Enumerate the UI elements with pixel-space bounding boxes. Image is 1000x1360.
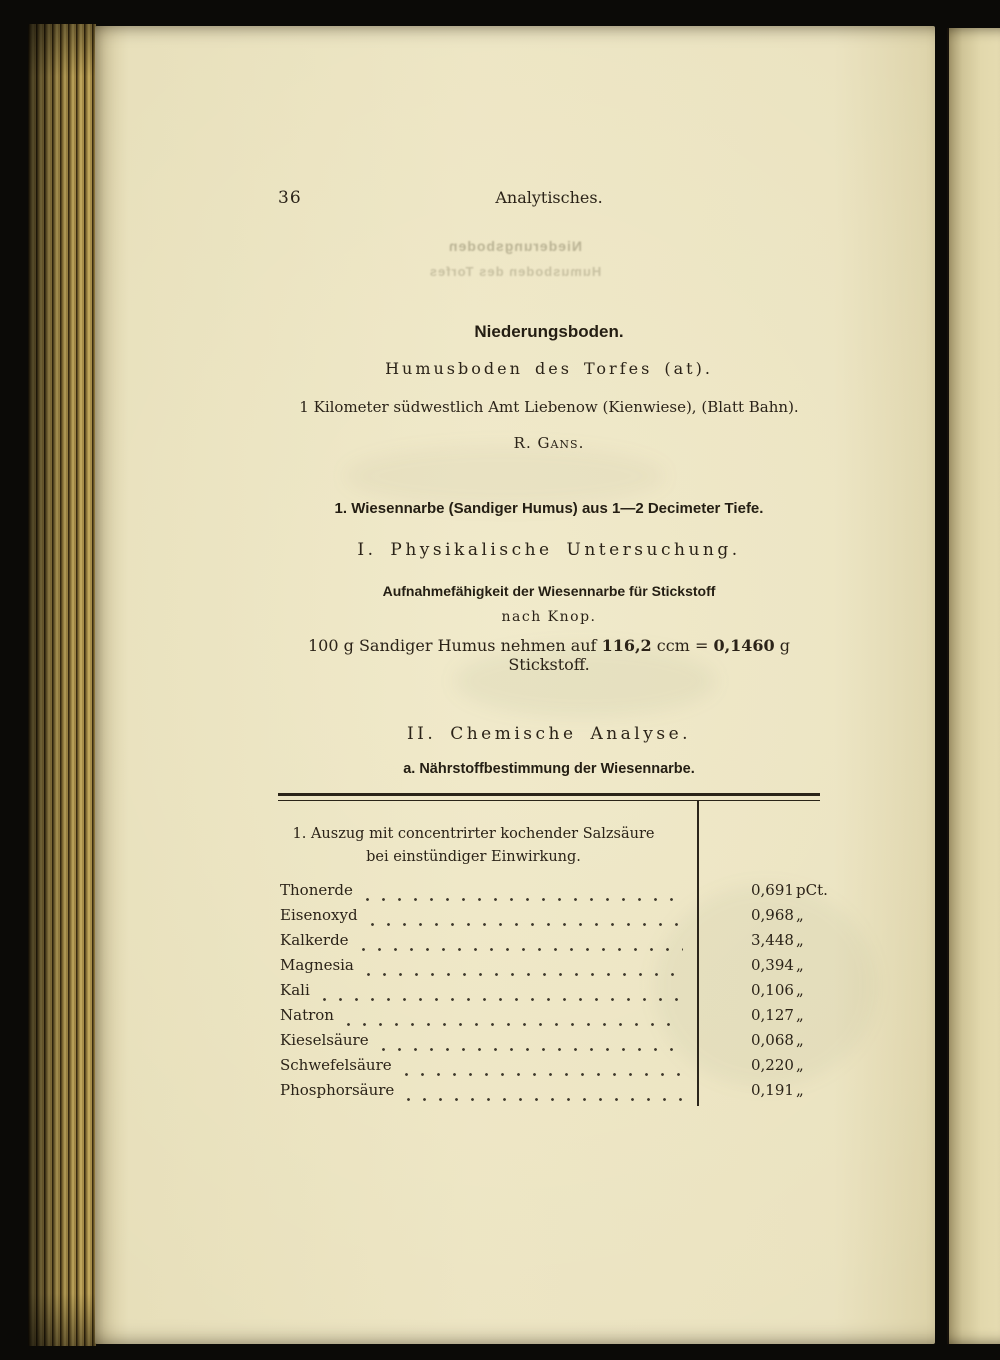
result-value-nitrogen: 0,1460 (713, 636, 775, 655)
bleed-through-text: Humusboden des Torfes (428, 264, 602, 279)
capacity-heading: Aufnahmefähigkeit der Wiesennarbe für Stickstoff (382, 583, 716, 599)
substance-value: 0,127 (751, 1006, 794, 1025)
page-content (278, 26, 828, 1344)
dot-leader (365, 897, 683, 902)
dot-leader (322, 997, 683, 1002)
table-row (278, 956, 699, 981)
table-row (278, 1006, 699, 1031)
substance-unit: „ (796, 956, 804, 975)
analysis-table (278, 793, 828, 1106)
table-caption-line1: 1. Auszug mit concentrirter kochender Salzsäure (292, 826, 655, 842)
dot-leader (381, 1047, 683, 1052)
table-row-value (699, 1056, 820, 1081)
substance-unit: „ (796, 981, 804, 1000)
table-row-value (699, 1081, 820, 1106)
table-row-value (699, 881, 828, 906)
substance-unit: „ (796, 931, 804, 950)
section-heading-physical: I. Physikalische Untersuchung. (357, 540, 741, 560)
table-row-value (699, 906, 820, 931)
table-caption-line2: bei einstündiger Einwirkung. (366, 849, 581, 866)
dot-leader (366, 972, 683, 977)
result-prefix: 100 g Sandiger Humus nehmen auf (308, 636, 602, 655)
table-row (278, 1056, 699, 1081)
table-grid (278, 801, 828, 1106)
substance-unit: „ (796, 1031, 804, 1050)
next-page-edge (947, 28, 1000, 1344)
table-row (278, 881, 699, 906)
substance-unit: pCt. (796, 881, 828, 900)
page-number: 36 (278, 188, 302, 208)
dot-leader (406, 1097, 683, 1102)
table-row (278, 981, 699, 1006)
table-caption (278, 801, 699, 881)
substance-name: Phosphorsäure (280, 1081, 395, 1100)
substance-name: Natron (280, 1006, 334, 1025)
substance-name: Kali (280, 981, 310, 1000)
table-row (278, 1031, 699, 1056)
substance-value: 0,968 (751, 906, 794, 925)
sample-heading: 1. Wiesennarbe (Sandiger Humus) aus 1—2 Decimeter Tiefe. (334, 500, 764, 517)
result-value-ccm: 116,2 (601, 636, 652, 655)
article-subtitle: Humusboden des Torfes (at). (385, 359, 713, 378)
running-header: Analytisches. (495, 188, 603, 207)
substance-value: 3,448 (751, 931, 794, 950)
substance-value: 0,106 (751, 981, 794, 1000)
substance-value: 0,068 (751, 1031, 794, 1050)
substance-unit: „ (796, 1081, 804, 1100)
substance-name: Kieselsäure (280, 1031, 369, 1050)
result-suffix: g Stickstoff. (508, 636, 790, 674)
substance-name: Eisenoxyd (280, 906, 358, 925)
location-line: 1 Kilometer südwestlich Amt Liebenow (Kienwiese), (Blatt Bahn). (299, 398, 799, 416)
dot-leader (370, 922, 683, 927)
dot-leader (404, 1072, 683, 1077)
author-name: R. Gans. (513, 434, 585, 452)
table-caption-spacer (699, 801, 820, 826)
table-row (278, 931, 699, 956)
substance-value: 0,220 (751, 1056, 794, 1075)
substance-unit: „ (796, 1006, 804, 1025)
book-page-edges (28, 24, 96, 1346)
table-row (278, 906, 699, 931)
result-line (278, 636, 820, 674)
table-top-rule (278, 793, 820, 801)
nutrient-heading: a. Nährstoffbestimmung der Wiesennarbe. (403, 761, 695, 777)
substance-unit: „ (796, 906, 804, 925)
substance-name: Thonerde (280, 881, 353, 900)
substance-value: 0,691 (751, 881, 794, 900)
section-heading-chemical: II. Chemische Analyse. (406, 724, 692, 744)
substance-name: Kalkerde (280, 931, 349, 950)
table-row-value (699, 931, 820, 956)
table-row-value (699, 981, 820, 1006)
table-row-value (699, 1006, 820, 1031)
substance-value: 0,394 (751, 956, 794, 975)
dot-leader (346, 1022, 683, 1027)
table-row (278, 1081, 699, 1106)
section-title: Niederungsboden. (474, 322, 624, 341)
dot-leader (361, 947, 683, 952)
substance-name: Schwefelsäure (280, 1056, 392, 1075)
substance-name: Magnesia (280, 956, 354, 975)
method-line: nach Knop. (501, 609, 597, 625)
book-page (95, 26, 935, 1344)
substance-value: 0,191 (751, 1081, 794, 1100)
table-row-value (699, 1031, 820, 1056)
bleed-through-text: Niederungsboden (448, 238, 583, 254)
substance-unit: „ (796, 1056, 804, 1075)
page-header (278, 188, 820, 210)
result-mid: ccm = (651, 636, 714, 655)
table-row-value (699, 956, 820, 981)
